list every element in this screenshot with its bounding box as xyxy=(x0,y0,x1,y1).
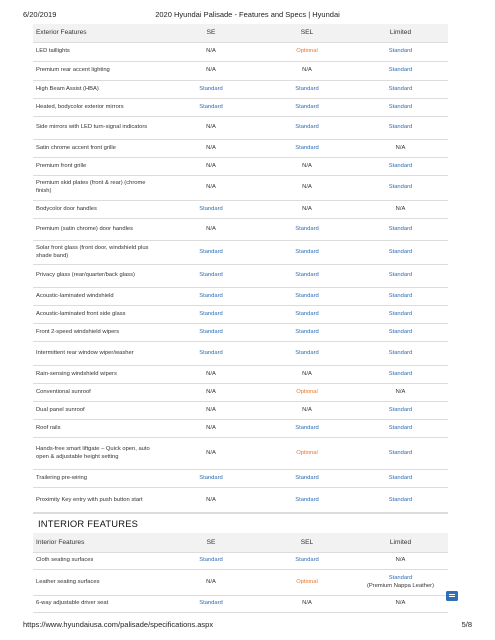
limited-value: Standard xyxy=(388,424,413,431)
limited-value: N/A xyxy=(395,557,406,564)
exterior-table-header xyxy=(33,24,448,43)
limited-value: Standard xyxy=(388,85,413,92)
feature-name: Premium front grille xyxy=(36,162,87,169)
table-row xyxy=(33,570,448,596)
table-row xyxy=(33,140,448,158)
limited-value: N/A xyxy=(395,205,406,212)
table-row xyxy=(33,384,448,402)
feature-name: Bodycolor door handles xyxy=(36,205,97,212)
feature-name: Acoustic-laminated front side glass xyxy=(36,310,126,317)
table-row xyxy=(33,265,448,288)
interior-section-title: INTERIOR FEATURES xyxy=(38,518,139,529)
section-divider xyxy=(33,512,448,513)
limited-value: N/A xyxy=(395,388,406,395)
se-value: Standard xyxy=(199,310,223,317)
se-value: N/A xyxy=(206,424,216,431)
column-header-se: SE xyxy=(206,538,216,546)
feature-name: LED taillights xyxy=(36,48,70,55)
limited-value: Standard xyxy=(388,474,413,481)
limited-value: Standard xyxy=(388,406,413,413)
feature-name: Rain-sensing windshield wipers xyxy=(36,370,117,377)
feature-name: Premium skid plates (front & rear) (chrome finish) xyxy=(36,180,146,194)
table-row xyxy=(33,158,448,176)
feature-name: Front 2-speed windshield wipers xyxy=(36,328,120,335)
se-value: Standard xyxy=(199,205,223,212)
feature-name: Premium rear accent lighting xyxy=(36,67,110,74)
table-row xyxy=(33,420,448,438)
table-row xyxy=(33,553,448,570)
table-row xyxy=(33,81,448,99)
sel-value: N/A xyxy=(302,370,312,377)
se-value: N/A xyxy=(206,370,216,377)
limited-value: Standard xyxy=(388,162,413,169)
feature-name: Leather seating surfaces xyxy=(36,578,100,585)
sel-value: Standard xyxy=(295,124,319,131)
table-row xyxy=(33,62,448,81)
limited-value: Standard xyxy=(388,48,413,55)
sel-value: Standard xyxy=(295,85,319,92)
limited-value: Standard xyxy=(388,292,413,299)
limited-value: N/A xyxy=(395,600,406,607)
feature-name: Roof rails xyxy=(36,424,61,431)
se-value: Standard xyxy=(199,85,223,92)
se-value: N/A xyxy=(206,388,216,395)
se-value: N/A xyxy=(206,225,216,232)
sel-value: Optional xyxy=(296,48,318,55)
column-header-feature: Exterior Features xyxy=(36,29,87,37)
table-row xyxy=(33,366,448,384)
table-row xyxy=(33,438,448,470)
sel-value: Standard xyxy=(295,292,319,299)
feature-name: Conventional sunroof xyxy=(36,388,91,395)
se-value: N/A xyxy=(206,578,216,585)
limited-value: Standard xyxy=(388,272,413,279)
se-value: N/A xyxy=(206,144,216,151)
feature-name: High Beam Assist (HBA) xyxy=(36,85,99,92)
limited-value: Standard xyxy=(388,103,413,110)
limited-value: Standard xyxy=(388,328,413,335)
se-value: Standard xyxy=(199,248,223,255)
sel-value: N/A xyxy=(302,406,312,413)
se-value: Standard xyxy=(199,600,223,607)
feature-name: Cloth seating surfaces xyxy=(36,557,94,564)
chat-icon[interactable] xyxy=(446,591,458,601)
table-row xyxy=(33,176,448,201)
column-header-limited: Limited xyxy=(389,29,412,37)
table-row xyxy=(33,219,448,241)
column-header-sel: SEL xyxy=(300,29,314,37)
feature-name: Heated, bodycolor exterior mirrors xyxy=(36,103,124,110)
se-value: N/A xyxy=(206,48,216,55)
sel-value: N/A xyxy=(302,600,312,607)
page-header xyxy=(0,0,495,22)
limited-value: Standard xyxy=(388,449,413,456)
table-row xyxy=(33,201,448,219)
table-row xyxy=(33,342,448,366)
feature-name: Acoustic-laminated windshield xyxy=(36,292,114,299)
sel-value: N/A xyxy=(302,184,312,191)
feature-name: Solar front glass (front door, windshield plus shade band) xyxy=(36,244,149,259)
limited-value: Standard (Premium Nappa Leather) xyxy=(353,575,448,590)
sel-value: N/A xyxy=(302,205,312,212)
feature-name: Trailering pre-wiring xyxy=(36,474,88,481)
print-date: 6/20/2019 xyxy=(23,10,57,19)
se-value: Standard xyxy=(199,557,223,564)
se-value: N/A xyxy=(206,124,216,131)
sel-value: Standard xyxy=(295,144,319,151)
limited-value: Standard xyxy=(388,67,413,74)
se-value: N/A xyxy=(206,67,216,74)
sel-value: Standard xyxy=(295,496,319,503)
se-value: N/A xyxy=(206,496,216,503)
table-row xyxy=(33,288,448,306)
se-value: Standard xyxy=(199,328,223,335)
table-row xyxy=(33,43,448,62)
feature-name: Dual panel sunroof xyxy=(36,406,85,413)
sel-value: Standard xyxy=(295,272,319,279)
se-value: N/A xyxy=(206,162,216,169)
sel-value: Optional xyxy=(296,578,318,585)
feature-name: Intermittent rear window wiper/washer xyxy=(36,349,134,356)
sel-value: Standard xyxy=(295,248,319,255)
column-header-feature: Interior Features xyxy=(36,538,85,546)
se-value: Standard xyxy=(199,272,223,279)
exterior-features-table xyxy=(33,24,448,514)
sel-value: Optional xyxy=(296,388,318,395)
column-header-sel: SEL xyxy=(300,538,314,546)
interior-table-header xyxy=(33,533,448,553)
sel-value: Standard xyxy=(295,349,319,356)
sel-value: Standard xyxy=(295,103,319,110)
limited-value-note: (Premium Nappa Leather) xyxy=(366,582,434,589)
se-value: Standard xyxy=(199,474,223,481)
limited-value: Standard xyxy=(388,310,413,317)
se-value: N/A xyxy=(206,406,216,413)
table-row xyxy=(33,324,448,342)
sel-value: Standard xyxy=(295,474,319,481)
column-header-limited: Limited xyxy=(389,538,412,546)
feature-name: Hands-free smart liftgate – Quick open, auto open & adjustable height setting xyxy=(36,445,150,460)
sel-value: N/A xyxy=(302,67,312,74)
limited-value: Standard xyxy=(388,225,413,232)
sel-value: Standard xyxy=(295,557,319,564)
se-value: N/A xyxy=(206,449,216,456)
sel-value: Standard xyxy=(295,328,319,335)
sel-value: Standard xyxy=(295,310,319,317)
se-value: Standard xyxy=(199,349,223,356)
limited-value: N/A xyxy=(395,144,406,151)
limited-value: Standard xyxy=(388,124,413,131)
page-number: 5/8 xyxy=(461,620,472,629)
interior-features-table xyxy=(33,533,448,613)
table-row xyxy=(33,117,448,140)
sel-value: N/A xyxy=(302,162,312,169)
table-row xyxy=(33,402,448,420)
page-title: 2020 Hyundai Palisade - Features and Specs | Hyundai xyxy=(155,10,340,19)
se-value: N/A xyxy=(206,184,216,191)
se-value: Standard xyxy=(199,292,223,299)
table-row xyxy=(33,99,448,117)
limited-value: Standard xyxy=(388,370,413,377)
column-header-se: SE xyxy=(206,29,216,37)
table-row xyxy=(33,241,448,265)
sel-value: Optional xyxy=(296,449,318,456)
limited-value: Standard xyxy=(388,184,413,191)
feature-name: Privacy glass (rear/quarter/back glass) xyxy=(36,272,135,279)
feature-name: Premium (satin chrome) door handles xyxy=(36,225,133,232)
table-row xyxy=(33,488,448,514)
table-row xyxy=(33,470,448,488)
limited-value: Standard xyxy=(388,248,413,255)
limited-value: Standard xyxy=(388,496,413,503)
feature-name: Side mirrors with LED turn-signal indicators xyxy=(36,124,148,131)
sel-value: Standard xyxy=(295,424,319,431)
feature-name: 6-way adjustable driver seat xyxy=(36,600,109,607)
limited-value: Standard xyxy=(388,349,413,356)
feature-name: Proximity Key entry with push button start xyxy=(36,496,143,503)
se-value: Standard xyxy=(199,103,223,110)
feature-name: Satin chrome accent front grille xyxy=(36,144,116,151)
table-row xyxy=(33,596,448,613)
sel-value: Standard xyxy=(295,225,319,232)
page-url: https://www.hyundaiusa.com/palisade/specifications.aspx xyxy=(23,620,214,629)
table-row xyxy=(33,306,448,324)
